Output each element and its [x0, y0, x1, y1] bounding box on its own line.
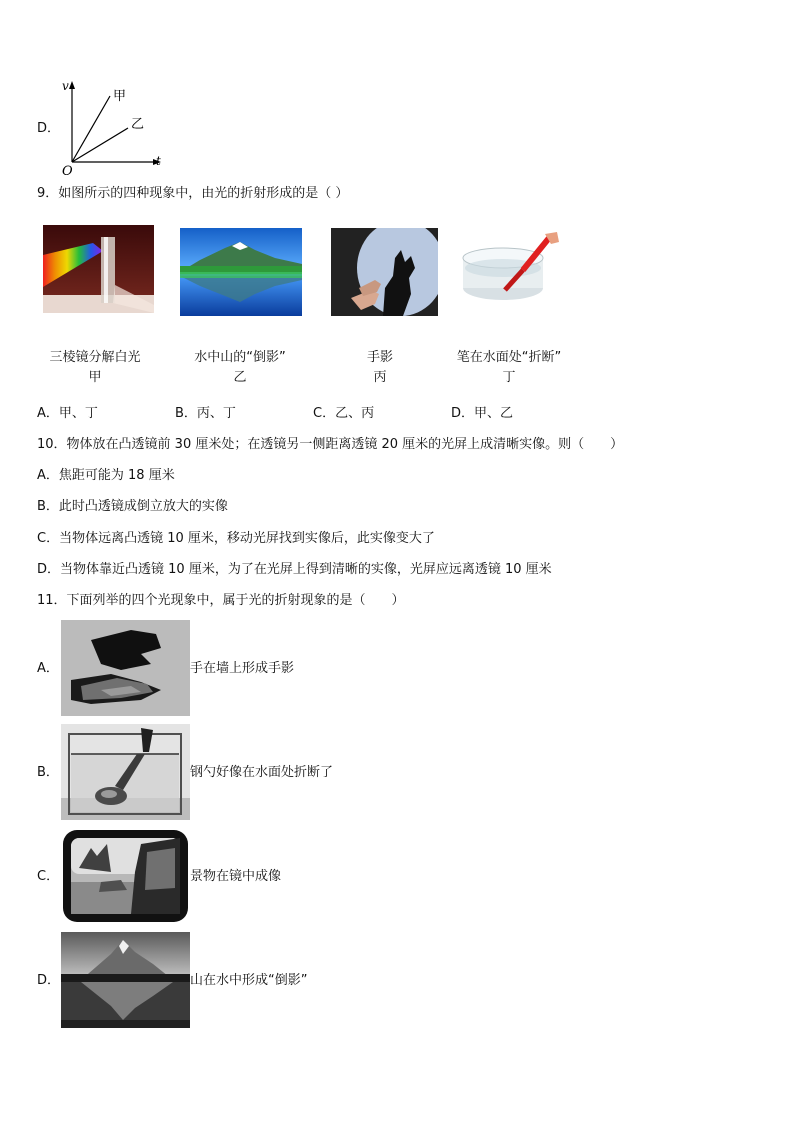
caption-tag: 丁	[502, 370, 516, 385]
q9-caption-bing	[340, 348, 420, 388]
q11-option-b-label[interactable]: B．	[37, 765, 59, 780]
q9-caption-yi	[180, 348, 300, 388]
q11-option-d-text[interactable]: 山在水中形成“倒影”	[190, 973, 308, 988]
q11-option-c-text[interactable]: 景物在镜中成像	[190, 869, 282, 884]
pen-in-water-photo	[453, 228, 567, 314]
mountain-reflection-photo	[61, 932, 190, 1028]
q11-option-c-label[interactable]: C．	[37, 869, 60, 884]
q9-option-a[interactable]: A．甲、丁	[37, 406, 98, 421]
hand-shadow-photo	[331, 228, 438, 316]
q11-option-b-text[interactable]: 钢勺好像在水面处折断了	[190, 765, 334, 780]
q11-stem: 11．下面列举的四个光现象中，属于光的折射现象的是（ ）	[37, 593, 405, 608]
q9-caption-ding	[444, 348, 574, 388]
q10-option-a[interactable]: A．焦距可能为 18 厘米	[37, 468, 175, 483]
q11-option-a-label[interactable]: A．	[37, 661, 59, 676]
q10-stem: 10．物体放在凸透镜前 30 厘米处；在透镜另一侧距离透镜 20 厘米的光屏上成清晰实像。则（ ）	[37, 437, 624, 452]
q9-option-d[interactable]: D．甲、乙	[451, 406, 514, 421]
q9-option-b[interactable]: B．丙、丁	[175, 406, 236, 421]
q10-option-b[interactable]: B．此时凸透镜成倒立放大的实像	[37, 499, 228, 514]
prism-photo	[43, 225, 154, 313]
graph-y-axis-label: v	[62, 79, 69, 93]
q8-option-d-label: D．	[37, 121, 61, 136]
caption-text: 笔在水面处“折断”	[456, 350, 562, 365]
graph-origin-label: O	[62, 164, 73, 176]
caption-tag: 甲	[88, 370, 102, 385]
graph-line-jia-label: 甲	[113, 89, 127, 104]
graph-x-axis-label: t	[156, 154, 161, 168]
caption-text: 三棱镜分解白光	[49, 350, 141, 365]
caption-tag: 丙	[373, 370, 387, 385]
spoon-in-glass-photo	[61, 724, 190, 820]
hand-shadow-bw-photo	[61, 620, 190, 716]
q11-option-d-label[interactable]: D．	[37, 973, 61, 988]
lake-photo	[180, 228, 302, 316]
q11-option-a-text[interactable]: 手在墙上形成手影	[190, 661, 295, 676]
q8-option-d-graph	[58, 78, 168, 176]
q10-option-d[interactable]: D．当物体靠近凸透镜 10 厘米，为了在光屏上得到清晰的实像，光屏应远离透镜 10 厘米	[37, 562, 552, 577]
q9-stem: 9．如图所示的四种现象中，由光的折射形成的是（ ）	[37, 186, 349, 201]
q9-option-c[interactable]: C．乙、丙	[313, 406, 375, 421]
caption-text: 手影	[366, 350, 393, 365]
q10-option-c[interactable]: C．当物体远离凸透镜 10 厘米，移动光屏找到实像后，此实像变大了	[37, 531, 435, 546]
graph-line-yi-label: 乙	[131, 117, 145, 132]
car-mirror-photo	[61, 828, 190, 924]
caption-text: 水中山的“倒影”	[194, 350, 286, 365]
caption-tag: 乙	[233, 370, 247, 385]
q9-caption-jia	[40, 348, 150, 388]
